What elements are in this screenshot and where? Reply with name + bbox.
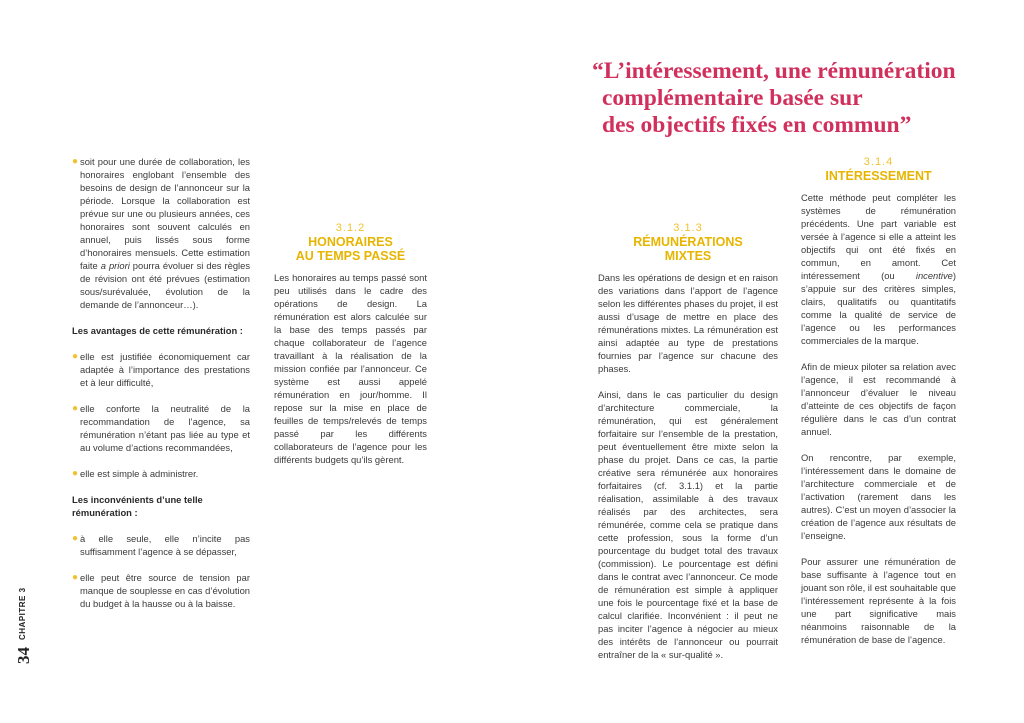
column-3 bbox=[598, 222, 778, 674]
bullet-icon: ● bbox=[72, 351, 79, 362]
intro-text-end: pourra évoluer si des règles de révision ont été prévues (estimation sous/surévaluée, évolution de la demande de l’annonceur…). bbox=[80, 260, 251, 310]
body-text: Cette méthode peut compléter les systèmes de rémunération précédents. Une part variable est versée à l’agence si elle a atteint les objectifs qui ont été fixés en commun, en amont. Cet intéressement (ou bbox=[801, 192, 956, 281]
section-number: 3.1.2 bbox=[335, 222, 366, 234]
list-item bbox=[72, 571, 250, 610]
pull-quote-line-2: complémentaire basée sur bbox=[602, 85, 863, 111]
section-number: 3.1.4 bbox=[863, 156, 894, 168]
list-item bbox=[72, 402, 250, 454]
body-italic: incentive bbox=[915, 270, 953, 281]
body-paragraph: Afin de mieux piloter sa relation avec l’agence, il est recommandé à l’annonceur d’évaluer le niveau d’atteinte de ces objectifs de façon régulière dans le cas d’un contrat annuel. bbox=[801, 361, 956, 437]
pull-quote-line-1: “L’intéressement, une rémunération bbox=[592, 58, 956, 84]
section-title-line-1: RÉMUNÉRATIONS bbox=[633, 235, 743, 249]
intro-italic: a priori bbox=[100, 260, 130, 271]
body-paragraph: Ainsi, dans le cas particulier du design d’architecture commerciale, la rémunération, qui est généralement forfaitaire sur l’ensemble de la prestation, peut éventuellement être mixte selon la phase du projet. Dans ce cas, la partie créative sera rémunérée aux honoraires forfaitaires (cf. 3.1.1) et la partie réalisation, assimilable à des travaux réalisés par des architectes, sera rémunérée, comme cela se pratique dans cette profession, sous la forme d’un pourcentage du budget total des travaux (commission). Le pourcentage est défini dans le contrat avec l’annonceur. Ce mode de rémunération est simple à appliquer une fois le pourcentage fixé et la base de calcul clarifiée. Inconvénient : il peut ne pas inciter l’agence à négocier au mieux des intérêts de l’annonceur ou pourrait entraîner de la « sur-qualité ». bbox=[598, 389, 778, 660]
body-paragraph: Pour assurer une rémunération de base suffisante à l’agence tout en jouant son rôle, il est souhaitable que l’intéressement représente à la fois une part significative mais néanmoins raisonnable de la rémunération de base de l’agence. bbox=[801, 556, 956, 645]
section-title-line-2: AU TEMPS PASSÉ bbox=[295, 249, 406, 263]
column-2 bbox=[274, 222, 427, 479]
column-4 bbox=[801, 156, 956, 659]
section-title bbox=[274, 235, 427, 263]
body-paragraph: On rencontre, par exemple, l’intéressement dans le domaine de l’architecture commerciale et de l’activation (rarement dans les autres). C’est un moyen d’associer la création de l’agence aux résultats de l’enseigne. bbox=[801, 452, 956, 541]
body-paragraph: Dans les opérations de design et en raison des variations dans l’apport de l’agence selon les différentes phases du projet, il est aussi d’usage de mettre en place des rémunérations mixtes. La rémunération est ainsi adaptée au type de prestations fournies par l’agence sur chacune des phases. bbox=[598, 272, 778, 374]
disadvantage-text: elle peut être source de tension par manque de souplesse en cas d’évolution du budget à la hausse ou à la baisse. bbox=[80, 572, 250, 609]
list-item bbox=[72, 350, 250, 389]
advantage-text: elle est justifiée économiquement car adaptée à l’importance des prestations et à leur difficulté, bbox=[80, 351, 250, 388]
pull-quote bbox=[592, 58, 1012, 139]
section-title: INTÉRESSEMENT bbox=[825, 169, 932, 183]
page-number: 34 bbox=[14, 647, 33, 664]
body-paragraph: Les honoraires au temps passé sont peu utilisés dans le cadre des opérations de design. La rémunération est alors calculée sur la base des temps passés par chaque collaborateur de l’agence travaillant à la réalisation de la mission confiée par l’annonceur. Ce système est aussi appelé rémunération en jour/homme. Il repose sur la mise en place de feuilles de temps/relevés de temps passé par les différents collaborateurs de l’agence pour les différents budgets qu’ils gèrent. bbox=[274, 272, 427, 465]
advantage-text: elle conforte la neutralité de la recommandation de l’agence, sa rémunération n’étant pas liée au type et au volume d’actions recommandées, bbox=[80, 403, 250, 453]
chapter-label: CHAPITRE 3 bbox=[18, 587, 27, 640]
disadvantage-text: à elle seule, elle n’incite pas suffisamment l’agence à se dépasser, bbox=[80, 533, 250, 557]
section-title bbox=[598, 235, 778, 263]
column-1 bbox=[72, 155, 250, 623]
disadvantages-heading: Les inconvénients d’une telle rémunération : bbox=[72, 494, 203, 518]
bullet-icon: ● bbox=[72, 468, 79, 479]
bullet-icon: ● bbox=[72, 533, 79, 544]
list-item bbox=[72, 155, 250, 311]
advantage-text: elle est simple à administrer. bbox=[80, 468, 199, 479]
section-title-line-1: HONORAIRES bbox=[308, 235, 393, 249]
body-text: ) s’appuie sur des critères simples, clairs, qualitatifs ou quantitatifs comme la qualité de service de l’agence ou les performances commerciales de la marque. bbox=[801, 270, 956, 346]
bullet-icon: ● bbox=[72, 156, 79, 167]
pull-quote-line-3: des objectifs fixés en commun” bbox=[602, 112, 912, 138]
bullet-icon: ● bbox=[72, 572, 79, 583]
list-item bbox=[72, 467, 250, 480]
section-title-line-2: MIXTES bbox=[664, 249, 712, 263]
intro-text: soit pour une durée de collaboration, les honoraires englobant l’ensemble des besoins de design de l’annonceur sur la période. Lorsque la collaboration est prévue sur une ou plusieurs années, ces honoraires sont souvent calculés en annuel, puis lissés sous forme d’honoraires mensuels. Cette estimation faite bbox=[80, 156, 250, 271]
section-number: 3.1.3 bbox=[673, 222, 703, 234]
list-item bbox=[72, 532, 250, 558]
body-paragraph bbox=[801, 191, 956, 347]
bullet-icon: ● bbox=[72, 403, 79, 414]
advantages-heading: Les avantages de cette rémunération : bbox=[72, 325, 243, 336]
